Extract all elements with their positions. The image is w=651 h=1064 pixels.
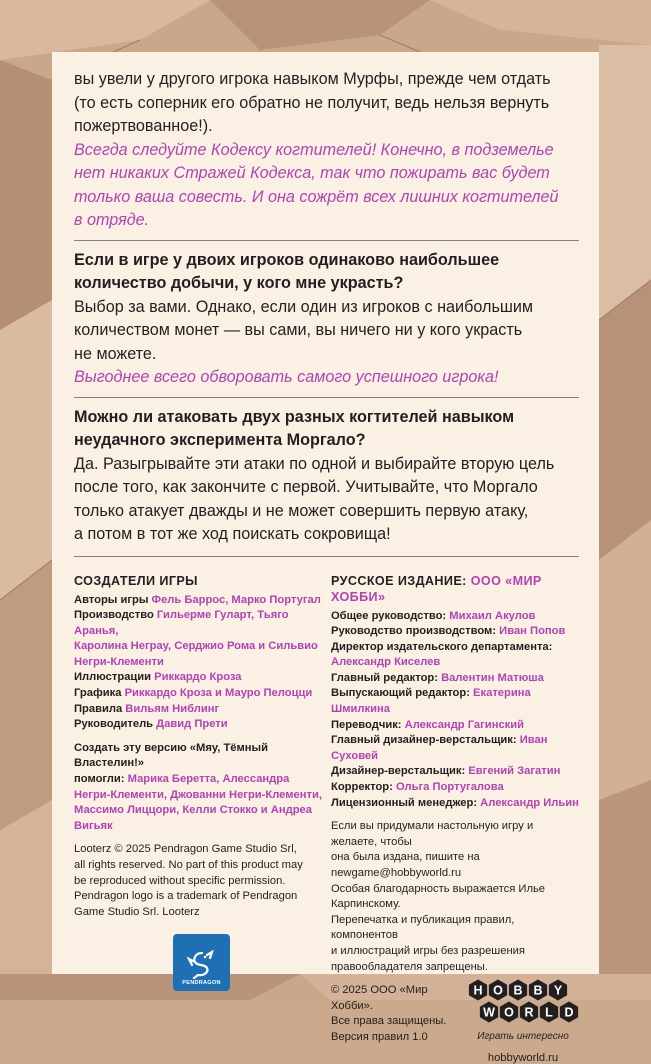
credit-director: Руководитель Давид Прети — [74, 717, 323, 733]
answer-line: не можете. — [74, 343, 579, 367]
question-line: Можно ли атаковать двух разных когтителей навыком — [74, 406, 579, 430]
italic-line: в отряде. — [74, 209, 579, 233]
question-line: Если в игре у двоих игроков одинаково наибольшее — [74, 249, 579, 273]
hex-letter: H — [473, 984, 482, 998]
hex-letter: B — [513, 984, 522, 998]
text-line: вы увели у другого игрока навыком Мурфы, прежде чем отдать — [74, 68, 579, 92]
credit-proofreader: Корректор: Ольга Португалова — [331, 780, 579, 796]
copyright-line: Все права защищены. — [331, 1014, 453, 1030]
credit-production-cont: Негри-Клементи — [74, 656, 164, 668]
contact-line: и иллюстраций игры без разрешения — [331, 944, 579, 960]
italic-line: нет никаких Стражей Кодекса, так что пожирать вас будет — [74, 162, 579, 186]
contact-line: Перепечатка и публикация правил, компонентов — [331, 913, 579, 944]
pendragon-logo-text: PENDRAGON — [182, 980, 220, 986]
faq-question-2 — [74, 406, 579, 547]
hobbyworld-logo — [467, 979, 579, 1064]
copyright-line: © 2025 ООО «Мир Хобби». — [331, 983, 453, 1014]
credit-illustrations: Иллюстрации Риккардо Кроза — [74, 670, 323, 686]
rules-page-panel — [52, 52, 599, 974]
credit-publishing-label: Директор издательского департамента: — [331, 641, 552, 653]
credit-authors: Авторы игры Фель Баррос, Марко Португал — [74, 593, 323, 609]
version-help-names: Негри-Клементи, Джованни Негри-Клементи, — [74, 789, 322, 801]
hex-letter: O — [504, 1006, 514, 1020]
italic-line: только ваша совесть. И она сожрёт всех лишних когтителей — [74, 186, 579, 210]
faq-intro — [74, 68, 579, 233]
hobbyworld-logo-hexes — [467, 979, 579, 1025]
legal-line: all rights reserved. No part of this product may — [74, 858, 323, 874]
legal-line: Pendragon logo is a trademark of Pendragon — [74, 889, 323, 905]
question-line: количество добычи, у кого мне украсть? — [74, 272, 579, 296]
hobbyworld-tagline: Играть интересно — [467, 1031, 579, 1042]
contact-line: Особая благодарность выражается Илье Карпинскому. — [331, 882, 579, 913]
hex-letter: B — [533, 984, 542, 998]
answer-line: Да. Разыгрывайте эти атаки по одной и выбирайте вторую цель — [74, 453, 579, 477]
credit-release-editor: Выпускающий редактор: Екатерина Шмилкина — [331, 686, 579, 717]
contact-line: она была издана, пишите на newgame@hobbyworld.ru — [331, 850, 579, 881]
credit-production-cont: Каролина Неграу, Серджио Рома и Сильвио — [74, 640, 318, 652]
hex-letter: Y — [554, 984, 563, 998]
contact-line: правообладателя запрещены. — [331, 960, 579, 976]
copyright-line: Версия правил 1.0 — [331, 1030, 453, 1046]
text-line: (то есть соперник его обратно не получит, ведь нельзя вернуть — [74, 92, 579, 116]
version-help-label: помогли: — [74, 773, 125, 785]
italic-line: Всегда следуйте Кодексу когтителей! Конечно, в подземелье — [74, 139, 579, 163]
question-line: неудачного эксперимента Моргало? — [74, 429, 579, 453]
credit-production-ru: Руководство производством: Иван Попов — [331, 624, 579, 640]
creators-heading: СОЗДАТЕЛИ ИГРЫ — [74, 573, 323, 589]
credit-designer: Дизайнер-верстальщик: Евгений Загатин — [331, 764, 579, 780]
credits-section — [74, 573, 579, 1064]
legal-line: be reproduced without specific permission. — [74, 874, 323, 890]
divider — [74, 397, 579, 398]
credit-chief-designer: Главный дизайнер-верстальщик: Иван Суховей — [331, 733, 579, 764]
answer-line: Выбор за вами. Однако, если один из игроков с наибольшим — [74, 296, 579, 320]
credit-chief-editor: Главный редактор: Валентин Матюша — [331, 671, 579, 687]
answer-line: после того, как закончите с первой. Учитывайте, что Моргало — [74, 476, 579, 500]
answer-line: только атакует дважды и не может совершить первую атаку, — [74, 500, 579, 524]
divider — [74, 240, 579, 241]
pendragon-logo — [173, 934, 230, 991]
hex-letter: O — [493, 984, 503, 998]
text-line: пожертвованное!). — [74, 115, 579, 139]
credit-publishing: Александр Киселев — [331, 656, 440, 668]
faq-question-1 — [74, 249, 579, 390]
creators-column — [74, 573, 323, 1064]
dragon-icon — [185, 950, 219, 980]
version-help-names: Массимо Лиццори, Келли Стокко и Андреа Вигьяк — [74, 804, 312, 832]
credit-license: Лицензионный менеджер: Александр Ильин — [331, 796, 579, 812]
hex-letter: D — [564, 1006, 573, 1020]
russian-edition-column — [331, 573, 579, 1064]
answer-line: количеством монет — вы сами, вы ничего ни у кого украсть — [74, 319, 579, 343]
version-help-text: Создать эту версию «Мяу, Тёмный Властелин!» — [74, 742, 268, 770]
hex-letter: W — [483, 1006, 495, 1020]
credit-translator: Переводчик: Александр Гагинский — [331, 718, 579, 734]
italic-line: Выгоднее всего обворовать самого успешного игрока! — [74, 366, 579, 390]
russian-edition-heading: РУССКОЕ ИЗДАНИЕ: ООО «МИР ХОББИ» — [331, 573, 579, 605]
credit-rules: Правила Вильям Ниблинг — [74, 702, 323, 718]
divider — [74, 556, 579, 557]
hex-letter: R — [524, 1006, 533, 1020]
hex-letter: L — [545, 1006, 553, 1020]
legal-line: Game Studio Srl. Looterz — [74, 905, 323, 921]
credit-production: Производство Гильерме Гуларт, Тьяго Аранья, — [74, 608, 323, 639]
copyright-row — [331, 979, 579, 1064]
hobbyworld-url: hobbyworld.ru — [467, 1052, 579, 1064]
contact-line: Если вы придумали настольную игру и желаете, чтобы — [331, 819, 579, 850]
credit-general: Общее руководство: Михаил Акулов — [331, 609, 579, 625]
credit-graphics: Графика Риккардо Кроза и Мауро Пелоцци — [74, 686, 323, 702]
answer-line: а потом в тот же ход поискать сокровища! — [74, 523, 579, 547]
copyright-block — [331, 983, 453, 1064]
version-help-names: Марика Беретта, Алессандра — [128, 773, 290, 785]
legal-line: Looterz © 2025 Pendragon Game Studio Srl, — [74, 842, 323, 858]
